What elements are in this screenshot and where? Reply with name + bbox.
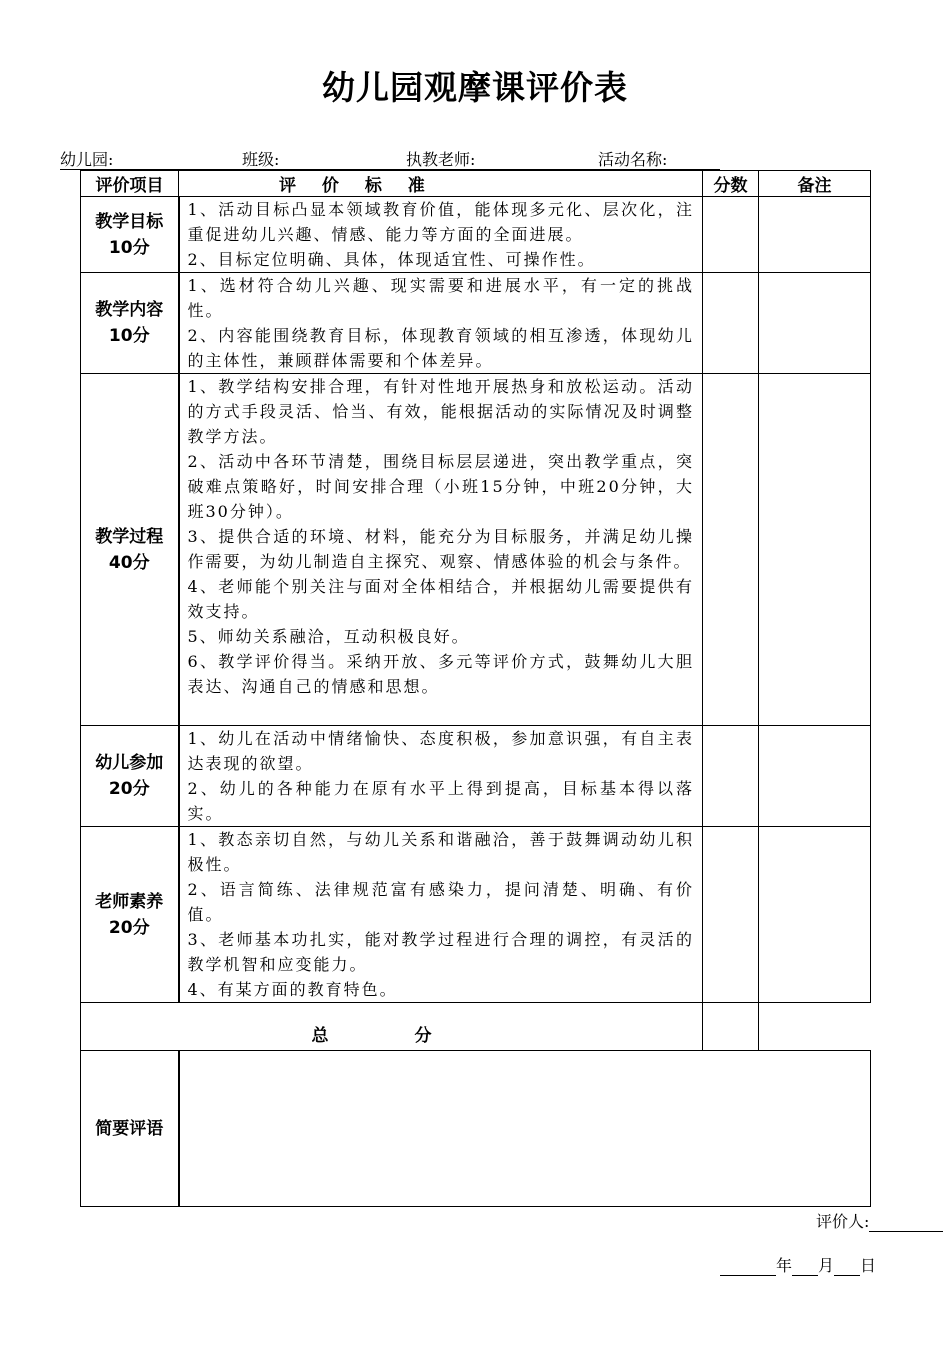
criteria-cell: 1、幼儿在活动中情绪愉快、态度积极，参加意识强，有自主表达表现的欲望。 2、幼儿的各种能力在原有水平上得到提高，目标基本得以落实。 [179,726,703,827]
item-cell: 教学内容 10分 [81,273,179,374]
header-remarks: 备注 [759,171,871,197]
month-label: 月 [818,1256,835,1275]
teacher-label: 执教老师: [406,150,476,169]
header-criteria: 评 价 标 准 [179,171,703,197]
table-row [81,726,871,827]
item-cell: 教学过程 40分 [81,374,179,726]
criteria-cell: 1、教学结构安排合理，有针对性地开展热身和放松运动。活动的方式手段灵活、恰当、有效，能根据活动的实际情况及时调整教学方法。 2、活动中各环节清楚，围绕目标层层递进，突出教学重点，突破难点策略好，时间安排合理（小班15分钟，中班20分钟，大班30分钟）。 3、提供合适的环境、材料，能充分为目标服务，并满足幼儿操作需要，为幼儿制造自主探究、观察、情感体验的机会与条件。 4、老师能个别关注与面对全体相结合，并根据幼儿需要提供有效支持。 5、师幼关系融洽，互动积极良好。 6、教学评价得当。采纳开放、多元等评价方式，鼓舞幼儿大胆表达、沟通自己的情感和思想。 [179,374,703,726]
header-item: 评价项目 [81,171,179,197]
remarks-cell[interactable] [759,197,871,273]
comment-label: 简要评语 [81,1051,179,1207]
total-label: 总 分 [81,1003,703,1051]
year-label: 年 [776,1256,793,1275]
score-cell[interactable] [703,726,759,827]
score-cell[interactable] [703,827,759,1003]
total-score-cell[interactable] [703,1003,759,1051]
comment-row [81,1051,871,1207]
day-label: 日 [860,1256,877,1275]
header-row [81,171,871,197]
date-line [720,1253,876,1276]
page-title: 幼儿园观摩课评价表 [322,68,628,107]
table-row [81,197,871,273]
remarks-cell[interactable] [759,827,871,1003]
score-cell[interactable] [703,197,759,273]
total-row [81,1003,871,1051]
criteria-cell: 1、选材符合幼儿兴趣、现实需要和进展水平，有一定的挑战性。 2、内容能围绕教育目标，体现教育领域的相互渗透，体现幼儿的主体性，兼顾群体需要和个体差异。 [179,273,703,374]
remarks-cell[interactable] [759,273,871,374]
table-row [81,273,871,374]
table-row [81,374,871,726]
info-row [60,147,720,170]
item-cell: 老师素养 20分 [81,827,179,1003]
year-blank[interactable] [720,1257,776,1276]
score-cell[interactable] [703,374,759,726]
remarks-cell[interactable] [759,374,871,726]
criteria-cell: 1、活动目标凸显本领域教育价值，能体现多元化、层次化，注重促进幼儿兴趣、情感、能力等方面的全面进展。 2、目标定位明确、具体，体现适宜性、可操作性。 [179,197,703,273]
header-score: 分数 [703,171,759,197]
class-label: 班级: [242,150,280,169]
total-empty-cell [759,1003,871,1051]
day-blank[interactable] [834,1257,860,1276]
evaluator-label: 评价人: [816,1212,870,1231]
evaluation-table [80,170,871,1207]
month-blank[interactable] [792,1257,818,1276]
comment-cell[interactable] [179,1051,871,1207]
activity-label: 活动名称: [598,150,668,169]
evaluator-blank[interactable] [869,1213,943,1232]
kindergarten-label: 幼儿园: [60,150,114,169]
evaluator-line [816,1209,943,1232]
item-cell: 教学目标 10分 [81,197,179,273]
score-cell[interactable] [703,273,759,374]
criteria-cell: 1、教态亲切自然，与幼儿关系和谐融洽，善于鼓舞调动幼儿积极性。 2、语言简练、法律规范富有感染力，提问清楚、明确、有价值。 3、老师基本功扎实，能对教学过程进行合理的调控，有灵活的教学机智和应变能力。 4、有某方面的教育特色。 [179,827,703,1003]
remarks-cell[interactable] [759,726,871,827]
item-cell: 幼儿参加 20分 [81,726,179,827]
table-row [81,827,871,1003]
